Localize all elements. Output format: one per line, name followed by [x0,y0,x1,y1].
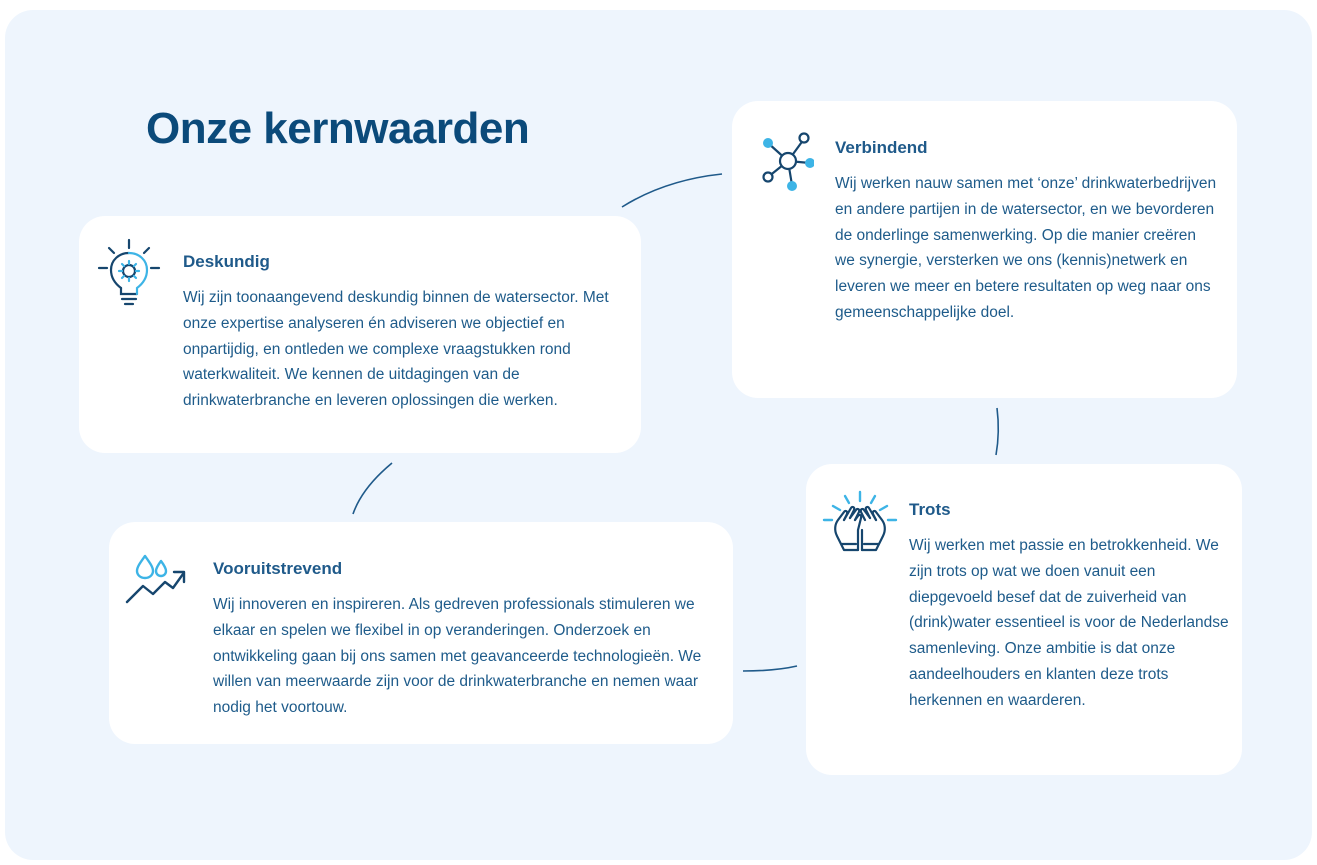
connector-deskundig-vooruitstrevend [353,463,392,514]
connector-verbindend-trots [996,408,998,455]
water-drops-growth-icon [123,550,189,606]
card-vooruitstrevend [109,522,733,744]
card-trots [806,464,1242,775]
card-verbindend [732,101,1237,398]
card-text: Wij werken nauw samen met ‘onze’ drinkwaterbedrijven en andere partijen in de watersector, en we bevorderen de onderlinge samenwerking. Op die manier creëren we synergie, versterken we ons (kennis)netwerk en leveren we meer en betere resultaten op weg naar ons gemeenschappelijke doel. [835,175,1217,321]
card-heading: Vooruitstrevend [213,559,343,578]
page-title: Onze kernwaarden [146,104,530,153]
connector-deskundig-verbindend [622,174,722,207]
card-text: Wij innoveren en inspireren. Als gedreven professionals stimuleren we elkaar en spelen we flexibel in op veranderingen. Onderzoek en ontwikkeling gaan bij ons samen met geavanceerde technologieën. We willen van meerwaarde zijn voor de drinkwaterbranche en nemen waar nodig het voortouw. [213,596,702,717]
card-heading: Trots [909,500,951,519]
connector-vooruitstrevend-trots [743,666,797,671]
network-icon [762,131,814,193]
card-heading: Verbindend [835,138,928,157]
lightbulb-gear-icon [97,238,161,308]
card-heading: Deskundig [183,252,270,271]
card-text: Wij werken met passie en betrokkenheid. We zijn trots op wat we doen vanuit een diepgevoeld besef dat de zuiverheid van (drink)water essentieel is voor de Nederlandse samenleving. Onze ambitie is dat onze aandeelhouders en klanten deze trots herkennen en waarderen. [909,537,1229,709]
card-text: Wij zijn toonaangevend deskundig binnen de watersector. Met onze expertise analyseren én adviseren we objectief en onpartijdig, en ontleden we complexe vraagstukken rond waterkwaliteit. We kennen de uitdagingen van de drinkwaterbranche en leveren oplossingen die werken. [183,289,609,410]
card-deskundig [79,216,641,453]
high-five-icon [820,488,900,558]
